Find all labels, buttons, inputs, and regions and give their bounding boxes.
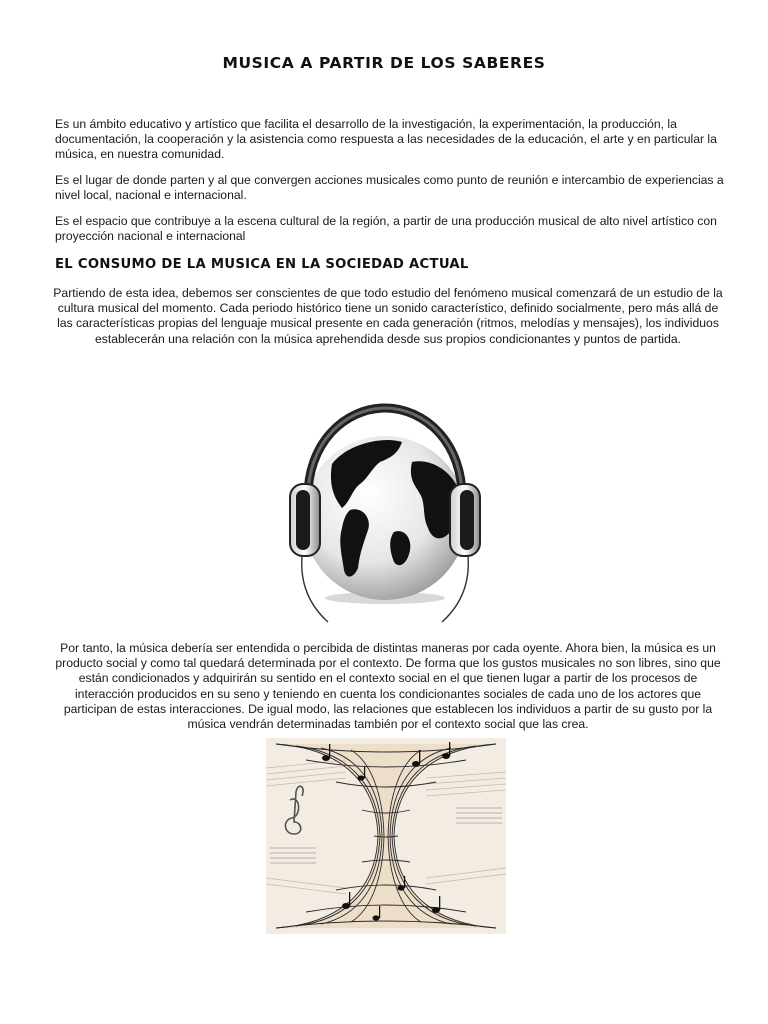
section-heading: EL CONSUMO DE LA MUSICA EN LA SOCIEDAD ACTUAL xyxy=(55,257,469,272)
document-title: MUSICA A PARTIR DE LOS SABERES xyxy=(222,54,546,72)
globe-headphones-image xyxy=(272,392,498,626)
music-wormhole-image xyxy=(266,738,506,934)
section-paragraph-1: Partiendo de esta idea, debemos ser conscientes de que todo estudio del fenómeno musical comenzará de un estudio de la cultura musical del momento. Cada periodo histórico tiene un sonido característico, definido socialmente, pero más allá de las características propias del lenguaje musical presente en cada generación (ritmos, melodías y mensajes), los individuos establecerán una relación con la música aprehendida desde sus propios condicionantes y puntos de partida. xyxy=(53,286,723,346)
section-paragraph-2: Por tanto, la música debería ser entendida o percibida de distintas maneras por cada oyente. Ahora bien, la música es un producto social y como tal quedará determinada por el contexto. De forma que los gustos musicales no son libres, sino que están condicionados y adquirirán su sentido en el contexto social en el que tienen lugar a partir de los procesos de interacción producidos en su seno y teniendo en cuenta los condicionantes sociales de cada uno de los actores que participan de estas interacciones. De igual modo, las relaciones que establecen los individuos a partir de su gusto por la música vendrán determinadas también por el contexto social que las crea. xyxy=(55,641,721,732)
intro-paragraph-3: Es el espacio que contribuye a la escena cultural de la región, a partir de una producción musical de alto nivel artístico con proyección nacional e internacional xyxy=(55,214,717,243)
intro-paragraph-2: Es el lugar de donde parten y al que convergen acciones musicales como punto de reunión e intercambio de experiencias a nivel local, nacional e internacional. xyxy=(55,173,724,202)
intro-paragraph-1: Es un ámbito educativo y artístico que facilita el desarrollo de la investigación, la experimentación, la producción, la documentación, la cooperación y la asistencia como respuesta a las necesidades de la educación, el arte y en particular la música, en nuestra comunidad. xyxy=(55,117,717,161)
